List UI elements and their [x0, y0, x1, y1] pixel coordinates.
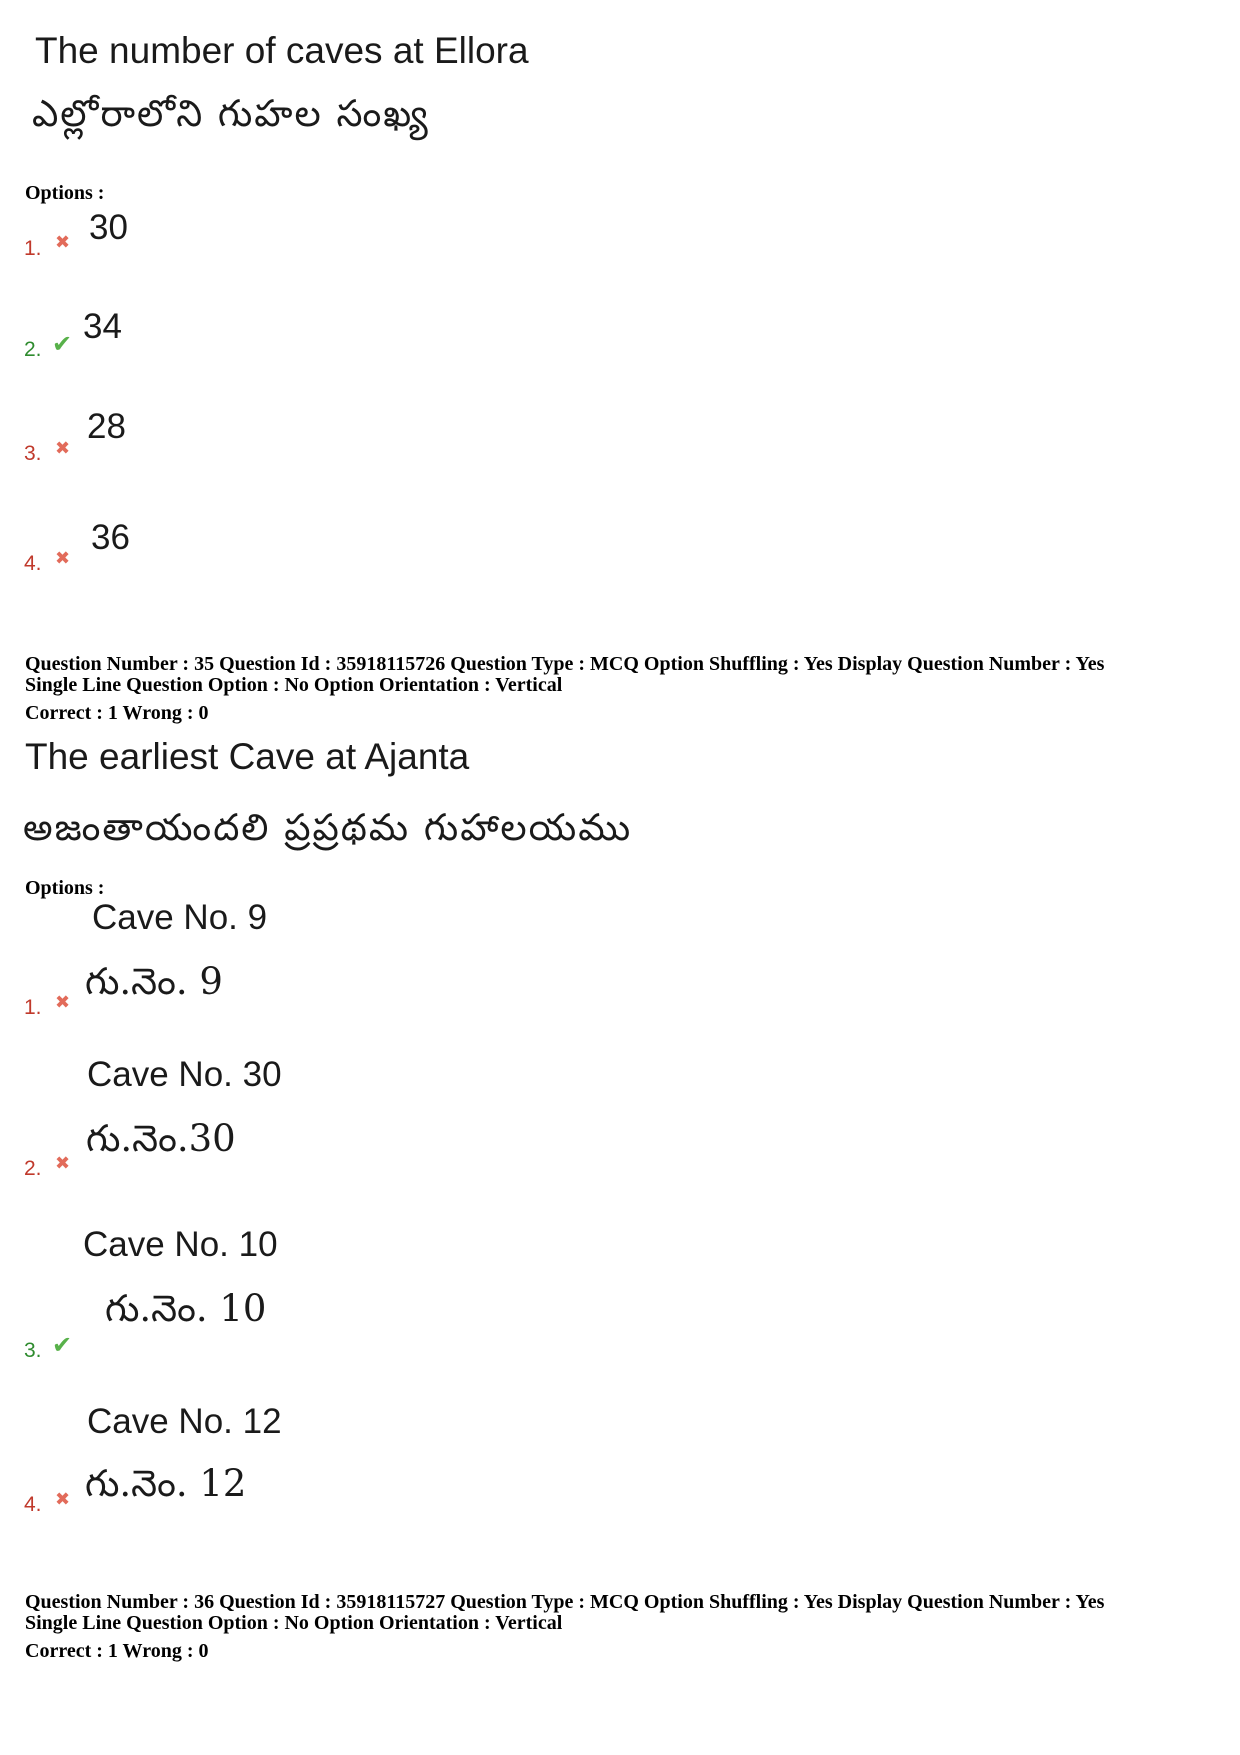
option-number: 3. — [24, 1339, 42, 1362]
question-meta-score: Correct : 1 Wrong : 0 — [25, 1640, 209, 1662]
option-text-english: Cave No. 12 — [87, 1402, 282, 1441]
question-text-telugu: ఎల్లోరాలోని గుహల సంఖ్య — [32, 92, 430, 135]
question-meta-line2: Single Line Question Option : No Option Orientation : Vertical — [25, 674, 563, 696]
check-mark-icon: ✔ — [52, 1331, 73, 1359]
option-text-telugu: గు.నెం. 9 — [85, 960, 223, 1003]
option-number: 2. — [24, 1157, 42, 1180]
question-meta-line1: Question Number : 35 Question Id : 35918115726 Question Type : MCQ Option Shuffling : Yes Display Question Number : Yes — [25, 653, 1105, 675]
option-number: 1. — [24, 237, 42, 260]
question-meta-line1: Question Number : 36 Question Id : 35918115727 Question Type : MCQ Option Shuffling : Yes Display Question Number : Yes — [25, 1591, 1105, 1613]
question-meta-score: Correct : 1 Wrong : 0 — [25, 702, 209, 724]
option-text-telugu: గు.నెం. 12 — [85, 1462, 247, 1505]
question-text-english: The number of caves at Ellora — [35, 30, 529, 71]
options-label: Options : — [25, 877, 105, 899]
cross-mark-icon: ✖ — [55, 1153, 71, 1174]
option-number: 4. — [24, 1493, 42, 1516]
option-text-english: Cave No. 30 — [87, 1055, 282, 1094]
option-value: 28 — [87, 407, 126, 446]
option-number: 1. — [24, 996, 42, 1019]
option-number: 3. — [24, 442, 42, 465]
option-text-telugu: గు.నెం. 10 — [105, 1287, 267, 1330]
cross-mark-icon: ✖ — [55, 438, 71, 459]
question-meta-line2: Single Line Question Option : No Option Orientation : Vertical — [25, 1612, 563, 1634]
option-text-english: Cave No. 10 — [83, 1225, 278, 1264]
check-mark-icon: ✔ — [52, 330, 73, 358]
question-text-telugu: అజంతాయందలి ప్రప్రథమ గుహాలయము — [23, 806, 633, 849]
cross-mark-icon: ✖ — [55, 232, 71, 253]
option-value: 34 — [83, 307, 122, 346]
option-number: 4. — [24, 552, 42, 575]
cross-mark-icon: ✖ — [55, 548, 71, 569]
options-label: Options : — [25, 182, 105, 204]
option-value: 30 — [89, 208, 128, 247]
option-text-english: Cave No. 9 — [92, 898, 268, 937]
option-number: 2. — [24, 338, 42, 361]
cross-mark-icon: ✖ — [55, 1489, 71, 1510]
question-text-english: The earliest Cave at Ajanta — [25, 736, 470, 777]
cross-mark-icon: ✖ — [55, 992, 71, 1013]
option-text-telugu: గు.నెం.30 — [86, 1117, 236, 1160]
option-value: 36 — [91, 518, 130, 557]
